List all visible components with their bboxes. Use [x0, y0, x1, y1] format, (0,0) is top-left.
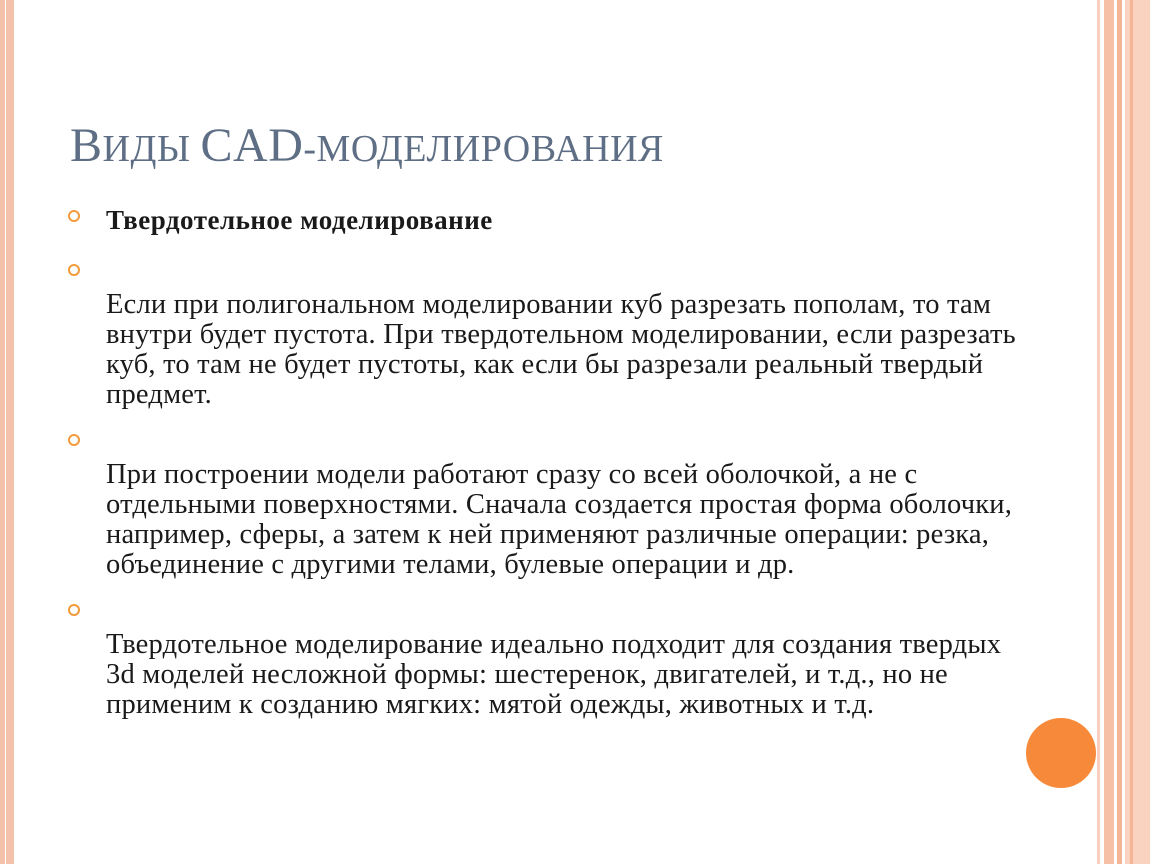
- slide-title: [70, 118, 664, 173]
- paragraph: Твердотельное моделирование идеально подходит для создания твердых 3d моделей несложной формы: шестеренок, двигателей, и т.д., но не применим к созданию мягких: мятой одежды, животных и т.д.: [106, 629, 1002, 720]
- title-initial: В: [70, 119, 103, 172]
- left-border-line: [5, 0, 6, 864]
- bullet-icon: [68, 264, 80, 276]
- right-stripe: [1130, 0, 1133, 864]
- right-stripe: [1104, 0, 1114, 864]
- decorative-circle: [1026, 718, 1096, 788]
- list-item: [68, 424, 1028, 580]
- left-border: [0, 0, 14, 864]
- bullet-icon: [68, 434, 80, 446]
- title-part: ИДЫ: [102, 128, 201, 170]
- list-item: [68, 594, 1028, 720]
- bullet-icon: [68, 604, 80, 616]
- list-item: [68, 254, 1028, 410]
- paragraph: Если при полигональном моделировании куб разрезать пополам, то там внутри будет пустота. При твердотельном моделировании, если разрезать куб, то там не будет пустоты, как если бы разрезали реальный твердый предмет.: [106, 289, 1016, 410]
- right-stripe: [1117, 0, 1122, 864]
- title-cad: CAD: [200, 119, 304, 172]
- bullet-icon: [68, 210, 80, 222]
- section-heading: Твердотельное моделирование: [106, 205, 493, 235]
- right-stripe: [1125, 0, 1150, 864]
- bullet-list: [68, 200, 1028, 734]
- list-item: [68, 200, 1028, 240]
- paragraph: При построении модели работают сразу со всей оболочкой, а не с отдельными поверхностями. Сначала создается простая форма оболочки, например, сферы, а затем к ней применяют различные операции: резка, объединение с другими телами, булевые операции и др.: [106, 459, 1013, 580]
- title-part: -МОДЕЛИРОВАНИЯ: [303, 128, 664, 170]
- right-stripe: [1097, 0, 1100, 864]
